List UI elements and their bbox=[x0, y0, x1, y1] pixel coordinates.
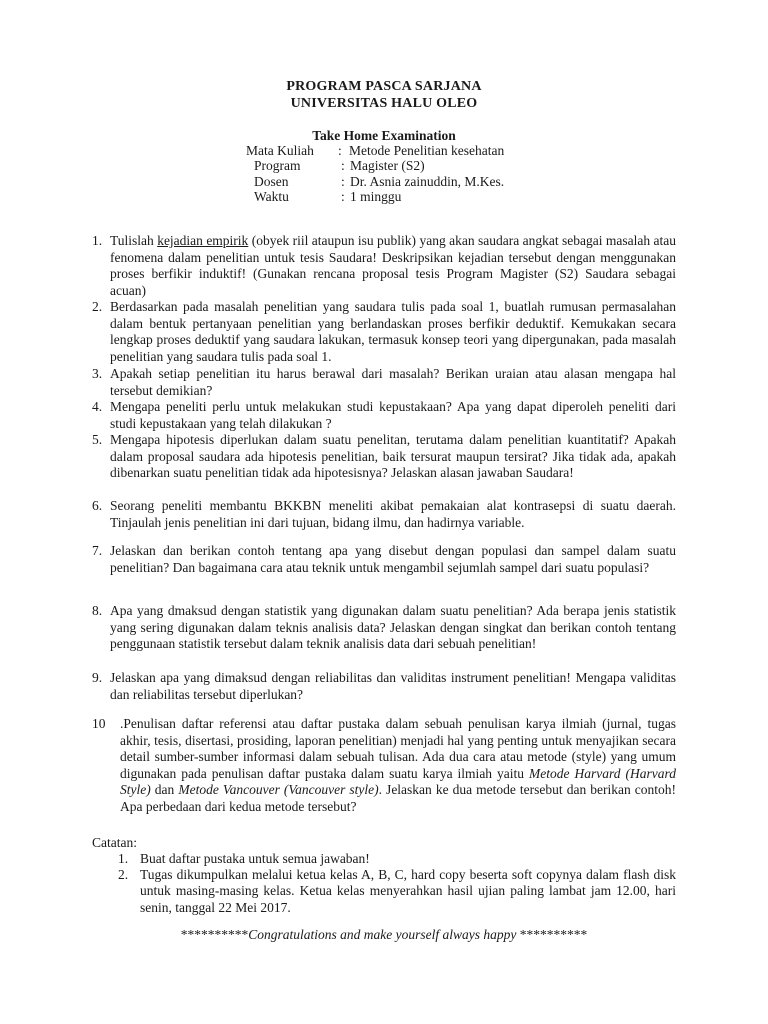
harvard-style-term: Metode Harvard (Harvard Style) bbox=[120, 765, 676, 798]
question-9-number: 9. bbox=[92, 670, 103, 685]
closing-line: **********Congratulations and make yourself always happy ********** bbox=[180, 927, 588, 942]
meta-label-program: Program bbox=[254, 158, 301, 173]
meta-label-course: Mata Kuliah bbox=[246, 143, 314, 158]
meta-value-program: Magister (S2) bbox=[350, 158, 425, 173]
meta-label-lecturer: Dosen bbox=[254, 174, 289, 189]
closing-message: Congratulations and make yourself always happy bbox=[248, 927, 517, 942]
question-5-number: 5. bbox=[92, 432, 103, 447]
exam-title: Take Home Examination bbox=[312, 128, 456, 143]
question-2-number: 2. bbox=[92, 299, 103, 314]
question-5-text: Mengapa hipotesis diperlukan dalam suatu penelitan, terutama dalam penelitian kuantitatif? Apakah dalam proposal saudara ada hipotesis penelitian, baik tersurat maupun tersirat? Jika tidak ada, apakah dibenarkan suatu penelitian tidak ada hipotesisnya? Jelaskan alasan jawaban Saudara! bbox=[110, 432, 676, 481]
meta-value-lecturer: Dr. Asnia zainuddin, M.Kes. bbox=[350, 174, 505, 189]
question-8-number: 8. bbox=[92, 603, 103, 618]
meta-label-time: Waktu bbox=[254, 189, 289, 204]
note-1-number: 1. bbox=[118, 851, 129, 866]
notes-title: Catatan: bbox=[92, 835, 137, 850]
underlined-term: kejadian empirik bbox=[157, 233, 249, 248]
question-4-text: Mengapa peneliti perlu untuk melakukan studi kepustakaan? Apa yang dapat diperoleh peneliti dari studi kepustakaan yang telah dilakukan ? bbox=[110, 399, 676, 431]
question-9-text: Jelaskan apa yang dimaksud dengan reliabilitas dan validitas instrument penelitian! Mengapa validitas dan reliabilitas tersebut diperlukan? bbox=[110, 670, 676, 702]
meta-colon-program: : bbox=[341, 158, 345, 173]
question-10-text: .Penulisan daftar referensi atau daftar pustaka dalam sebuah penulisan karya ilmiah (jurnal, tugas akhir, tesis, disertasi, prosiding, laporan penelitian) menjadi hal yang penting untuk menyajikan secara detail sumber-sumber informasi dalam sebuah tulisan. Ada dua cara atau metode (style) yang umum digunakan pada penulisan daftar pustaka dalam suatu karya ilmiah yaitu Metode Harvard (Harvard Style) dan Metode Vancouver (Vancouver style). Jelaskan ke dua metode tersebut dan berikan contoh! Apa perbedaan dari kedua metode tersebut? bbox=[120, 716, 677, 814]
meta-colon-lecturer: : bbox=[341, 174, 345, 189]
meta-colon-course: : bbox=[338, 143, 342, 158]
vancouver-style-term: Metode Vancouver (Vancouver style) bbox=[178, 782, 379, 798]
note-2-number: 2. bbox=[118, 867, 129, 882]
meta-colon-time: : bbox=[341, 189, 345, 204]
note-1-text: Buat daftar pustaka untuk semua jawaban! bbox=[140, 851, 370, 866]
question-7-text: Jelaskan dan berikan contoh tentang apa yang disebut dengan populasi dan sampel dalam suatu penelitian? Dan bagaimana cara atau teknik untuk mengambil sejumlah sampel dari suatu populasi? bbox=[110, 543, 676, 575]
question-1-text: Tulislah kejadian empirik (obyek riil ataupun isu publik) yang akan saudara angkat sebagai masalah atau fenomena dalam penelitian untuk tesis Saudara! Deskripsikan kejadian tersebut dengan menggunakan proses berfikir induktif! (Gunakan rencana proposal tesis Program Magister (S2) Saudara sebagai acuan) bbox=[110, 233, 677, 298]
question-3-text: Apakah setiap penelitian itu harus berawal dari masalah? Berikan uraian atau alasan mengapa hal tersebut demikian? bbox=[110, 366, 676, 398]
program-heading: PROGRAM PASCA SARJANA bbox=[286, 79, 482, 94]
question-3-number: 3. bbox=[92, 366, 103, 381]
question-6-number: 6. bbox=[92, 498, 103, 513]
question-2-text: Berdasarkan pada masalah penelitian yang saudara tulis pada soal 1, buatlah rumusan permasalahan dalam bentuk pertanyaan penelitian yang berlandaskan proses berfikir deduktif. Kemukakan secara lengkap proses deduktif yang saudara lakukan, termasuk konsep teori yang dipergunakan, pada masalah penelitian yang saudara tulis pada soal 1. bbox=[110, 299, 676, 364]
question-10-number: 10 bbox=[92, 716, 106, 731]
university-heading: UNIVERSITAS HALU OLEO bbox=[290, 96, 478, 111]
question-8-text: Apa yang dmaksud dengan statistik yang digunakan dalam suatu penelitian? Ada berapa jenis statistik yang sering digunakan dalam teknis analisis data? Jelaskan dengan singkat dan berikan contoh tentang penggunaan statistik tersebut dalam teknik analisis data dari sebuah penelitian! bbox=[110, 603, 676, 652]
note-2-text: Tugas dikumpulkan melalui ketua kelas A, B, C, hard copy beserta soft copynya dalam flash disk untuk masing-masing kelas. Ketua kelas menyerahkan hasil ujian paling lambat jam 12.00, hari senin, tanggal 22 Mei 2017. bbox=[140, 867, 676, 915]
meta-value-course: Metode Penelitian kesehatan bbox=[349, 143, 505, 158]
question-6-text: Seorang peneliti membantu BKKBN meneliti akibat pemakaian alat kontrasepsi di suatu daerah. Tinjaulah jenis penelitian ini dari tujuan, bidang ilmu, dan hadirnya variable. bbox=[110, 498, 676, 530]
meta-value-time: 1 minggu bbox=[350, 189, 402, 204]
question-1-number: 1. bbox=[92, 233, 103, 248]
question-7-number: 7. bbox=[92, 543, 103, 558]
question-4-number: 4. bbox=[92, 399, 103, 414]
